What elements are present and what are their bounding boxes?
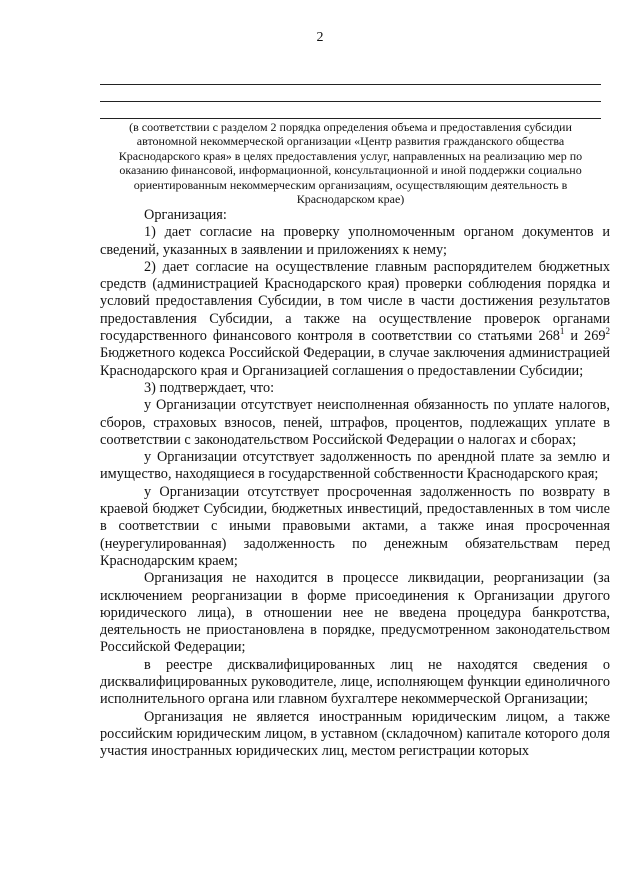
para-not-liquidated: Организация не находится в процессе ликвидации, реорганизации (за исключением реорганизации в форме присоединения к Организации другого юридического лица), в отношении нее не введена процедура банкротства, деятельность не приостановлена в порядке, предусмотренном законодательством Российской Федерации;	[100, 570, 610, 656]
item-2-consent-audit	[100, 259, 610, 380]
organization-heading: Организация:	[144, 207, 227, 223]
blank-line-2	[100, 101, 601, 102]
para-no-tax-debt: у Организации отсутствует неисполненная обязанность по уплате налогов, сборов, страховых взносов, пеней, штрафов, процентов, подлежащих уплате в соответствии с законодательством Российской Федерации о налогах и сборах;	[100, 397, 610, 448]
item-2-sup-1: 1	[559, 326, 565, 337]
page-number: 2	[316, 30, 324, 45]
item-2-sup-2: 2	[605, 326, 610, 337]
item-2-text-c: Бюджетного кодекса Российской Федерации, в случае заключения администрацией Краснодарского края и Организацией соглашения о предоставлении Субсидии;	[100, 345, 610, 379]
item-2-text-a: 2) дает согласие на осуществление главным распорядителем бюджетных средств (администрацией Краснодарского края) проверки соблюдения порядка и условий предоставления Субсидии, в том числе в части достижения результатов предоставления Субсидии, а также на осуществление проверок органами государственного финансового контроля в соответствии со статьями 268	[100, 258, 610, 345]
para-not-foreign-entity: Организация не является иностранным юридическим лицом, а также российским юридическим лицом, в уставном (складочном) капитале которого доля участия иностранных юридических лиц, местом регистрации которых	[100, 708, 610, 760]
footnote-note: (в соответствии с разделом 2 порядка определения объема и предоставления субсидии автономной некоммерческой организации «Центр развития гражданского общества Краснодарского края» в целях предоставления услуг, направленных на реализацию мер по оказанию финансовой, информационной, консультационной и иной поддержки социально ориентированным некоммерческим организациям, осуществляющим деятельность в Краснодарском крае)	[118, 120, 583, 207]
blank-line-3	[100, 118, 601, 119]
item-1-consent-check: 1) дает согласие на проверку уполномоченным органом документов и сведений, указанных в заявлении и приложениях к нему;	[100, 224, 610, 258]
para-no-rent-debt: у Организации отсутствует задолженность по арендной плате за землю и имущество, находящиеся в государственной собственности Краснодарского края;	[100, 449, 610, 483]
document-body	[100, 207, 610, 761]
item-2-text-b: и 269	[564, 328, 606, 345]
para-disqualified-registry: в реестре дисквалифицированных лиц не находятся сведения о дисквалифицированных руководителе, лице, исполняющем функции единоличного исполнительного органа или главном бухгалтере некоммерческой Организации;	[100, 656, 610, 708]
item-3-confirms: 3) подтверждает, что:	[144, 379, 275, 396]
blank-line-1	[100, 84, 601, 85]
para-no-overdue-debt: у Организации отсутствует просроченная задолженность по возврату в краевой бюджет Субсидии, бюджетных инвестиций, предоставленных в том числе в соответствии с иными правовыми актами, а также иная просроченная (неурегулированная) задолженность по денежным обязательствам перед Краснодарским краем;	[100, 483, 610, 569]
